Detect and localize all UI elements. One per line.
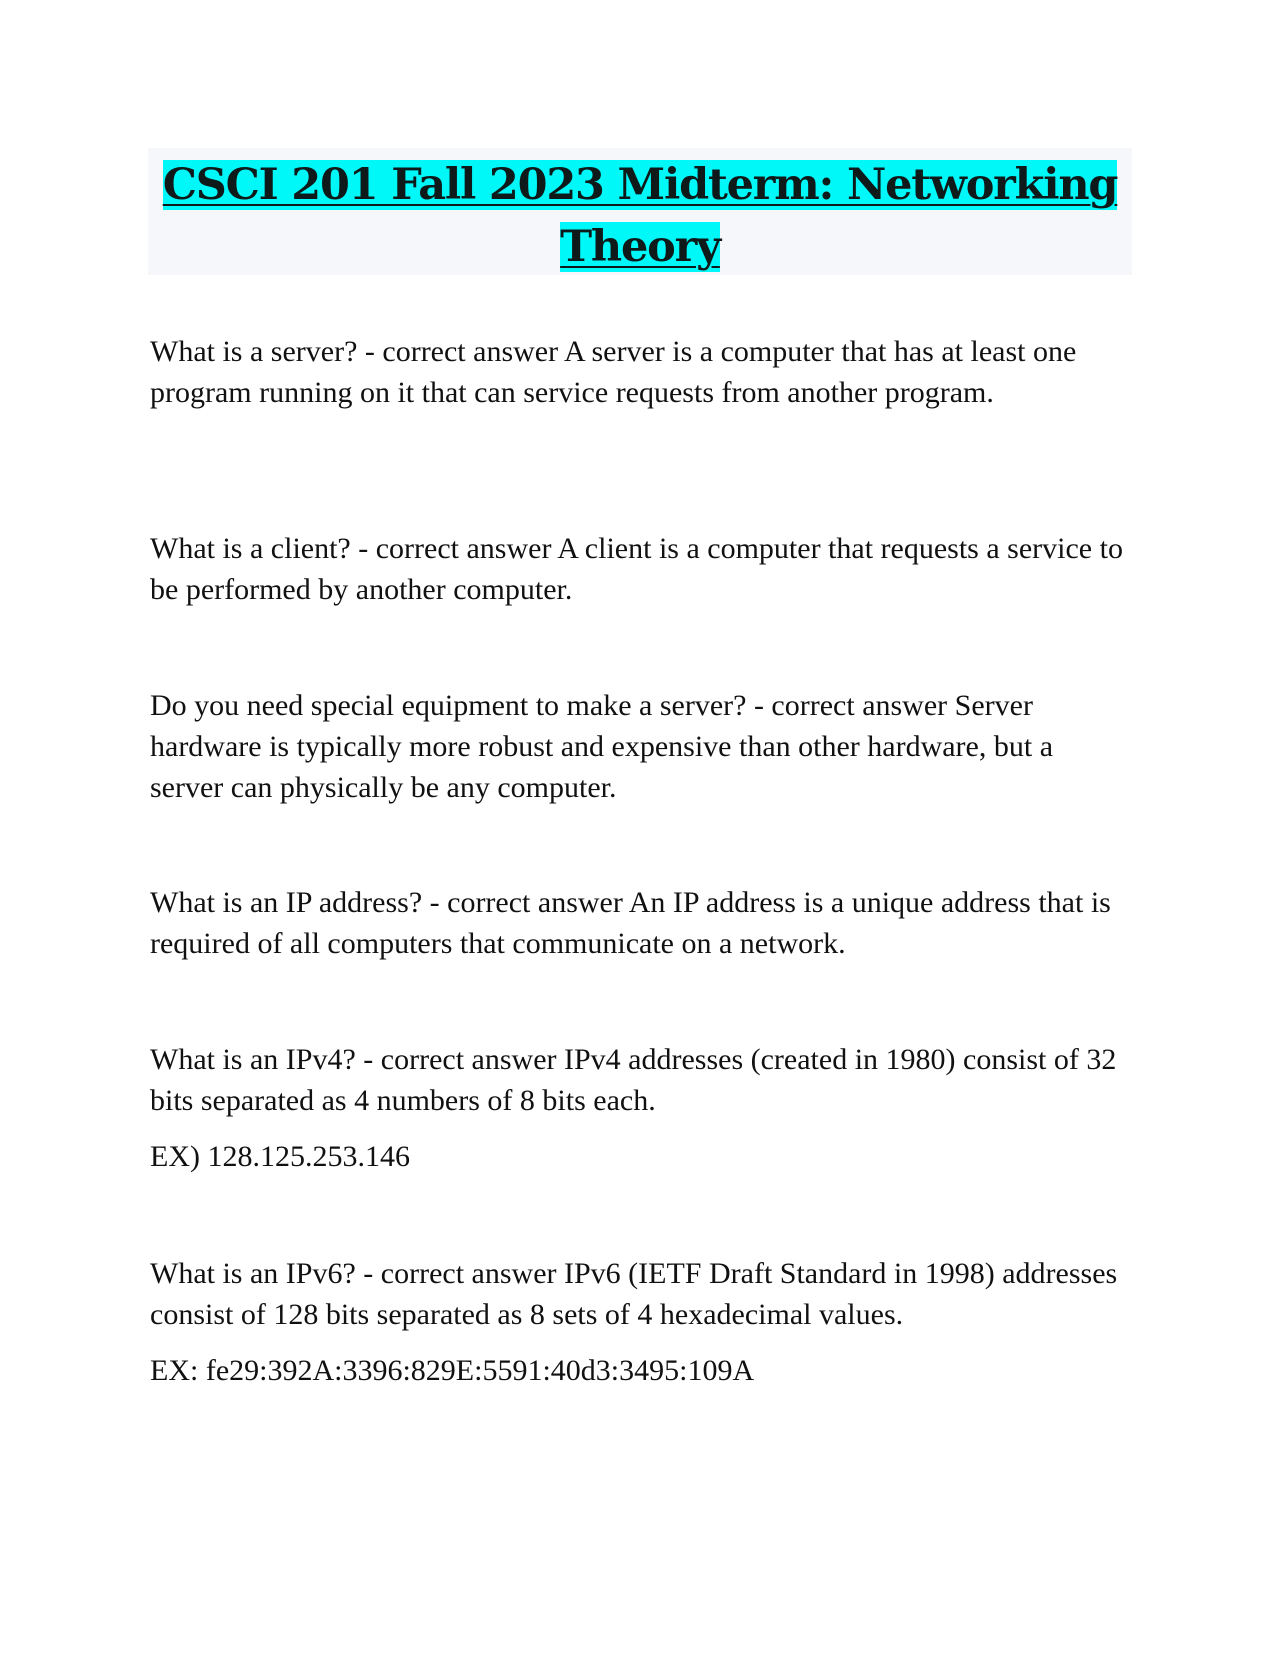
- qa-item-ipv6: [150, 1253, 1130, 1335]
- qa-text: Do you need special equipment to make a server? - correct answer Server hardware is typically more robust and expensive than other hardware, but a server can physically be any computer.: [150, 689, 1054, 804]
- title-banner: [148, 148, 1132, 275]
- qa-item-ip-address: [150, 882, 1130, 964]
- qa-text: What is an IP address? - correct answer An IP address is a unique address that is required of all computers that communicate on a network.: [150, 886, 1111, 960]
- qa-example-ipv4: EX) 128.125.253.146: [150, 1140, 410, 1173]
- qa-item-server-equipment: [150, 685, 1130, 808]
- qa-item-client: [150, 528, 1130, 610]
- qa-example-ipv6: EX: fe29:392A:3396:829E:5591:40d3:3495:109A: [150, 1354, 755, 1387]
- qa-text: What is an IPv4? - correct answer IPv4 addresses (created in 1980) consist of 32 bits separated as 4 numbers of 8 bits each.: [150, 1043, 1117, 1117]
- qa-text: What is an IPv6? - correct answer IPv6 (IETF Draft Standard in 1998) addresses consist of 128 bits separated as 8 sets of 4 hexadecimal values.: [150, 1257, 1118, 1331]
- page-title: [148, 154, 1132, 278]
- qa-text: What is a server? - correct answer A server is a computer that has at least one program running on it that can service requests from another program.: [150, 335, 1077, 409]
- qa-text: What is a client? - correct answer A client is a computer that requests a service to be performed by another computer.: [150, 532, 1123, 606]
- qa-item-ipv4: [150, 1039, 1130, 1121]
- qa-item-server: [150, 331, 1130, 413]
- page-title-text: CSCI 201 Fall 2023 Midterm: Networking Theory: [162, 160, 1118, 272]
